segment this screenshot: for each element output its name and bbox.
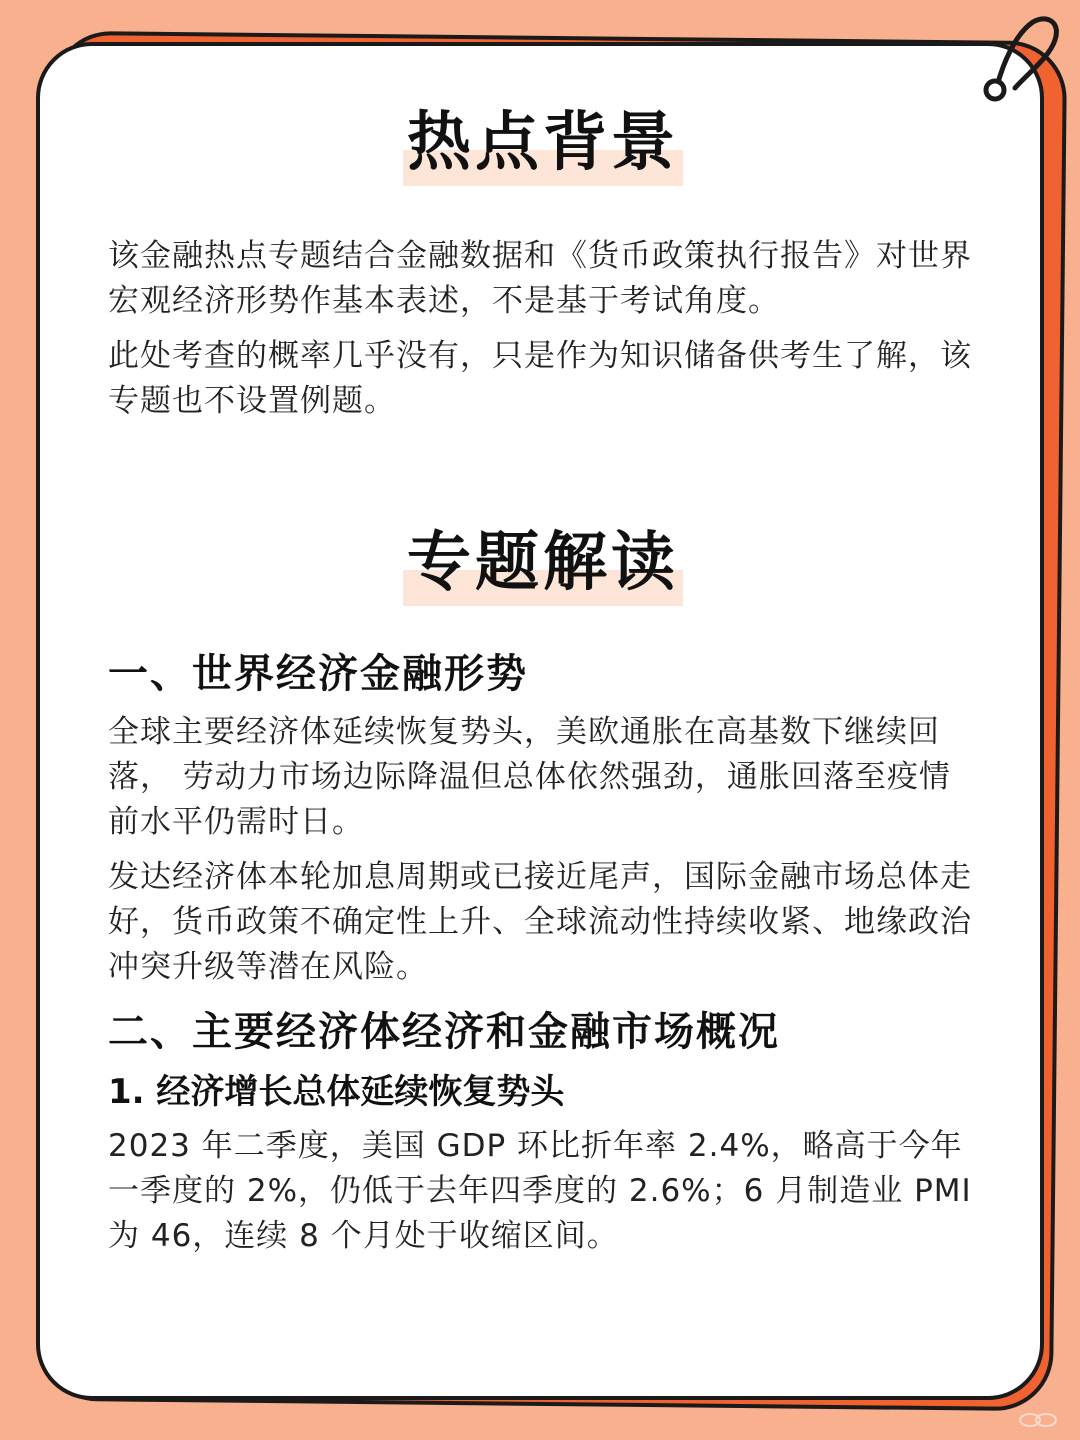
part1-heading: 一、世界经济金融形势	[108, 651, 528, 697]
section-title-background	[403, 100, 683, 186]
section-title-text: 专题解读	[407, 526, 679, 600]
part1-paragraph: 发达经济体本轮加息周期或已接近尾声，国际金融市场总体走好，货币政策不确定性上升、全球流动性持续收紧、地缘政治冲突升级等潜在风险。	[108, 859, 972, 985]
sub1-heading: 1. 经济增长总体延续恢复势头	[108, 1072, 565, 1112]
part1-paragraph: 全球主要经济体延续恢复势头，美欧通胀在高基数下继续回落， 劳动力市场边际降温但总体依然强劲，通胀回落至疫情前水平仍需时日。	[108, 714, 951, 840]
section-title-wrap	[108, 520, 978, 606]
hook-icon	[975, 14, 1065, 114]
part2-heading: 二、主要经济体经济和金融市场概况	[108, 1009, 780, 1055]
watermark-icon	[1016, 1410, 1060, 1430]
background-paragraph: 此处考查的概率几乎没有，只是作为知识储备供考生了解，该专题也不设置例题。	[108, 338, 972, 419]
section-title-interpretation	[403, 520, 683, 606]
section-title-wrap	[108, 100, 978, 186]
background-paragraph: 该金融热点专题结合金融数据和《货币政策执行报告》对世界宏观经济形势作基本表述，不是基于考试角度。	[108, 238, 972, 319]
article-content	[108, 100, 978, 1259]
sub1-paragraph: 2023 年二季度，美国 GDP 环比折年率 2.4%，略高于今年一季度的 2%，仍低于去年四季度的 2.6%；6 月制造业 PMI 为 46，连续 8 个月处于收缩区间。	[108, 1128, 972, 1254]
section-title-text: 热点背景	[407, 106, 679, 180]
